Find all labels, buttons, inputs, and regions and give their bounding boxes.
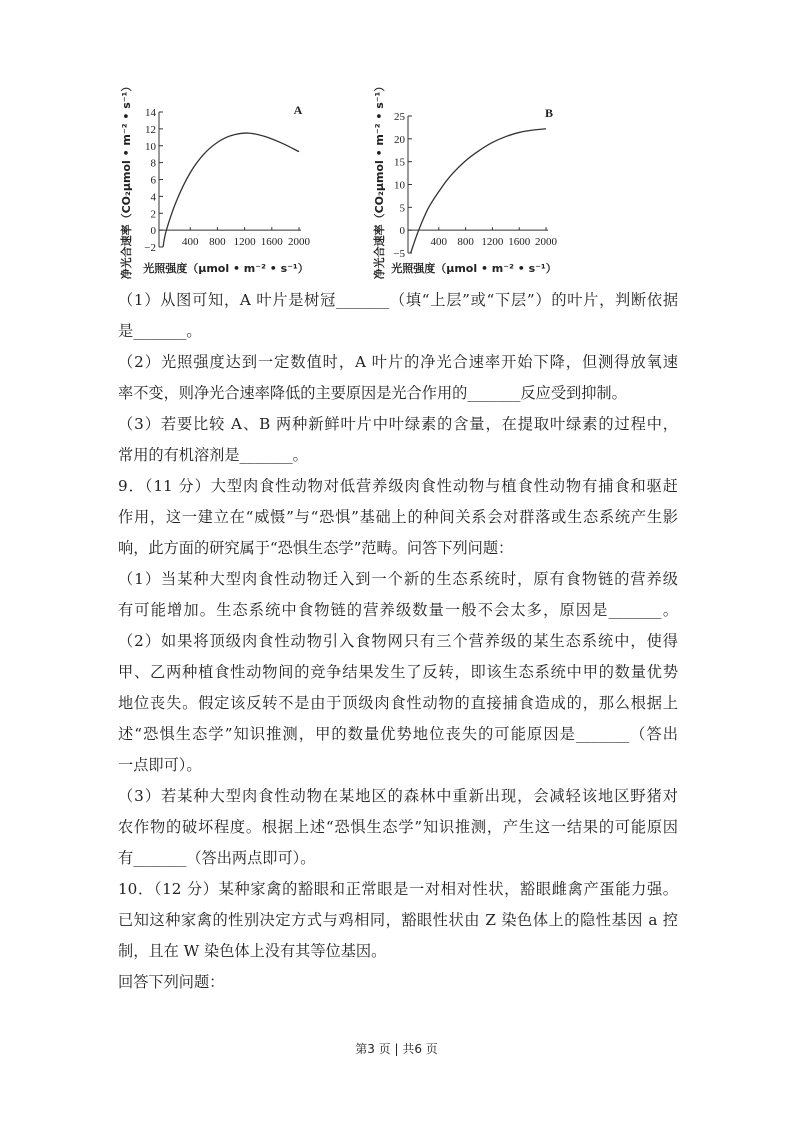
text-line: 制，且在 W 染色体上没有其等位基因。 xyxy=(118,942,387,960)
x-tick-label: 1600 xyxy=(508,236,531,249)
curve-line xyxy=(411,129,546,253)
y-tick-label: 12 xyxy=(145,123,156,136)
text-line: 地位丧失。假定该反转不是由于顶级肉食性动物的直接捕食造成的，那么根据上 xyxy=(118,694,678,712)
text-line: 响，此方面的研究属于“恐惧生态学”范畴。问答下列问题： xyxy=(118,539,514,557)
y-axis-title: 净光合速率（CO₂μmol • m⁻² • s⁻¹） xyxy=(373,80,386,280)
text-line: （2）光照强度达到一定数值时，A 叶片的净光合速率开始下降，但测得放氧速 xyxy=(118,353,678,371)
y-tick-label: 14 xyxy=(145,107,156,119)
chart-title: A xyxy=(293,103,303,117)
y-tick-label: 2 xyxy=(150,208,156,221)
text-line: 一点即可）。 xyxy=(118,756,202,774)
text-line: （3）若某种大型肉食性动物在某地区的森林中重新出现，会减轻该地区野猪对 xyxy=(118,787,678,805)
x-tick-label: 1200 xyxy=(233,236,256,249)
text-line: 回答下列问题： xyxy=(118,973,225,991)
page-footer: 第3 页 | 共6 页 xyxy=(355,1042,438,1056)
y-tick-label: 10 xyxy=(394,179,405,192)
x-tick-label: 400 xyxy=(181,236,199,249)
text-line: 作用，这一建立在“威慑”与“恐惧”基础上的种间关系会对群落或生态系统产生影 xyxy=(118,508,678,526)
y-tick-label: 0 xyxy=(150,225,156,238)
text-line: （1）当某种大型肉食性动物迁入到一个新的生态系统时，原有食物链的营养级 xyxy=(118,570,678,588)
x-tick-label: 2000 xyxy=(288,236,310,249)
x-axis-title: 光照强度（μmol • m⁻² • s⁻¹） xyxy=(143,262,309,275)
x-tick-label: 800 xyxy=(457,236,474,249)
y-tick-label: 5 xyxy=(399,202,405,215)
x-tick-label: 400 xyxy=(430,236,448,249)
text-line: （3）若要比较 A、B 两种新鲜叶片中叶绿素的含量，在提取叶绿素的过程中， xyxy=(118,415,678,433)
y-tick-label: 25 xyxy=(394,111,405,123)
y-tick-label: 10 xyxy=(145,140,156,153)
text-line: 9．（11 分）大型肉食性动物对低营养级肉食性动物与植食性动物有捕食和驱赶 xyxy=(118,477,678,495)
x-tick-label: 1600 xyxy=(260,236,283,249)
y-tick-label: −5 xyxy=(393,248,405,260)
y-tick-label: 6 xyxy=(150,174,156,187)
text-line: 有可能增加。生态系统中食物链的营养级数量一般不会太多，原因是_______。 xyxy=(118,601,678,619)
x-axis-title: 光照强度（μmol • m⁻² • s⁻¹） xyxy=(391,262,557,275)
figure-charts xyxy=(0,0,793,290)
x-tick-label: 1200 xyxy=(481,236,504,249)
text-line: 述“恐惧生态学”知识推测，甲的数量优势地位丧失的可能原因是_______（答出 xyxy=(118,725,678,743)
text-line: 常用的有机溶剂是_______。 xyxy=(118,446,308,464)
text-line: 率不变，则净光合速率降低的主要原因是光合作用的_______反应受到抑制。 xyxy=(118,384,627,402)
text-line: 是_______。 xyxy=(118,322,202,340)
text-line: 10．（12 分）某种家禽的豁眼和正常眼是一对相对性状，豁眼雌禽产蛋能力强。 xyxy=(118,880,678,898)
x-tick-label: 800 xyxy=(209,236,226,249)
x-tick-label: 2000 xyxy=(535,236,557,249)
text-line: 已知这种家禽的性别决定方式与鸡相同，豁眼性状由 Z 染色体上的隐性基因 a 控 xyxy=(118,911,678,929)
text-line: 甲、乙两种植食性动物间的竞争结果发生了反转，即该生态系统中甲的数量优势 xyxy=(118,663,678,681)
y-tick-label: 0 xyxy=(399,225,405,238)
chart-title: B xyxy=(544,106,554,120)
text-line: 有_______（答出两点即可）。 xyxy=(118,849,316,867)
text-line: （1）从图可知，A 叶片是树冠_______（填“上层”或“下层”）的叶片，判断依据 xyxy=(118,291,678,309)
y-tick-label: 8 xyxy=(150,157,156,170)
y-axis-title: 净光合速率（CO₂μmol • m⁻² • s⁻¹） xyxy=(120,80,133,280)
y-tick-label: 15 xyxy=(394,156,405,169)
text-line: （2）如果将顶级肉食性动物引入食物网只有三个营养级的某生态系统中，使得 xyxy=(118,632,678,650)
text-line: 农作物的破坏程度。根据上述“恐惧生态学”知识推测，产生这一结果的可能原因 xyxy=(118,818,678,836)
y-tick-label: −2 xyxy=(144,242,156,254)
y-tick-label: 20 xyxy=(394,133,405,146)
y-tick-label: 4 xyxy=(150,191,156,204)
